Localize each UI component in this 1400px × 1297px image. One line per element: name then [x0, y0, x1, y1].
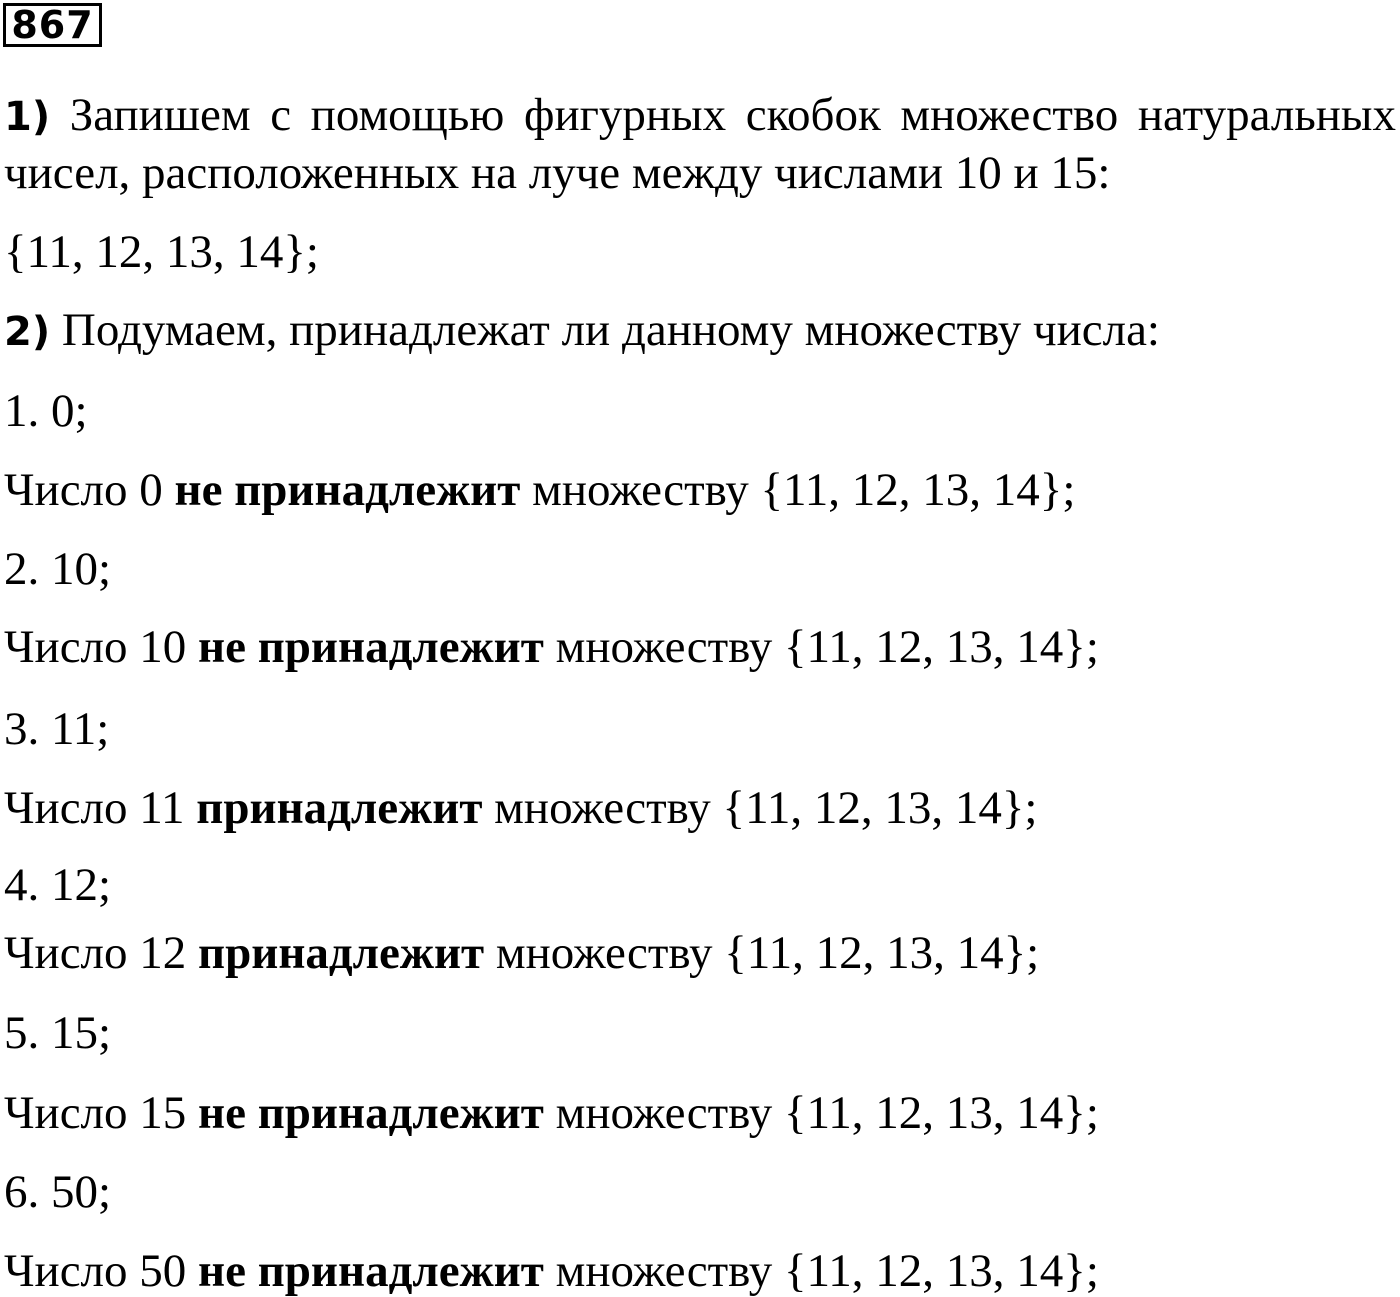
item-label: 1. 0; [4, 385, 88, 437]
item-prefix: Число 11 [4, 782, 197, 834]
item-suffix: множеству {11, 12, 13, 14}; [484, 927, 1040, 979]
item-statement [4, 927, 1040, 979]
item-verdict: принадлежит [196, 782, 483, 834]
item-suffix: множеству {11, 12, 13, 14}; [543, 1245, 1099, 1297]
part1-line2: чисел, расположенных на луче между числами 10 и 15: [4, 147, 1111, 199]
part1-line1-text: Запишем с помощью фигурных скобок множество натуральных [69, 89, 1396, 141]
item-prefix: Число 15 [4, 1087, 199, 1139]
part2-marker: 2) [4, 309, 51, 355]
item-verdict: не принадлежит [198, 621, 544, 673]
item-verdict: не принадлежит [198, 1087, 544, 1139]
item-suffix: множеству {11, 12, 13, 14}; [543, 1087, 1099, 1139]
item-prefix: Число 12 [4, 927, 199, 979]
item-suffix: множеству {11, 12, 13, 14}; [482, 782, 1038, 834]
item-label: 4. 12; [4, 859, 112, 911]
part2-intro-line [4, 304, 1160, 356]
item-verdict: принадлежит [198, 927, 485, 979]
item-prefix: Число 10 [4, 621, 199, 673]
part1-marker: 1) [4, 94, 51, 140]
item-statement [4, 621, 1099, 673]
part1-line1 [4, 89, 1396, 141]
item-suffix: множеству {11, 12, 13, 14}; [520, 464, 1076, 516]
part1-set: {11, 12, 13, 14}; [4, 226, 319, 278]
task-number-box: 867 [3, 3, 102, 47]
item-label: 3. 11; [4, 703, 110, 755]
item-statement [4, 1245, 1099, 1297]
item-label: 5. 15; [4, 1007, 112, 1059]
item-statement [4, 464, 1076, 516]
item-verdict: не принадлежит [174, 464, 521, 516]
item-prefix: Число 50 [4, 1245, 199, 1297]
item-prefix: Число 0 [4, 464, 175, 516]
item-label: 2. 10; [4, 543, 112, 595]
item-label: 6. 50; [4, 1166, 112, 1218]
item-statement [4, 782, 1038, 834]
part2-intro-text: Подумаем, принадлежат ли данному множеству числа: [61, 304, 1160, 356]
item-verdict: не принадлежит [198, 1245, 544, 1297]
item-suffix: множеству {11, 12, 13, 14}; [543, 621, 1099, 673]
item-statement [4, 1087, 1099, 1139]
